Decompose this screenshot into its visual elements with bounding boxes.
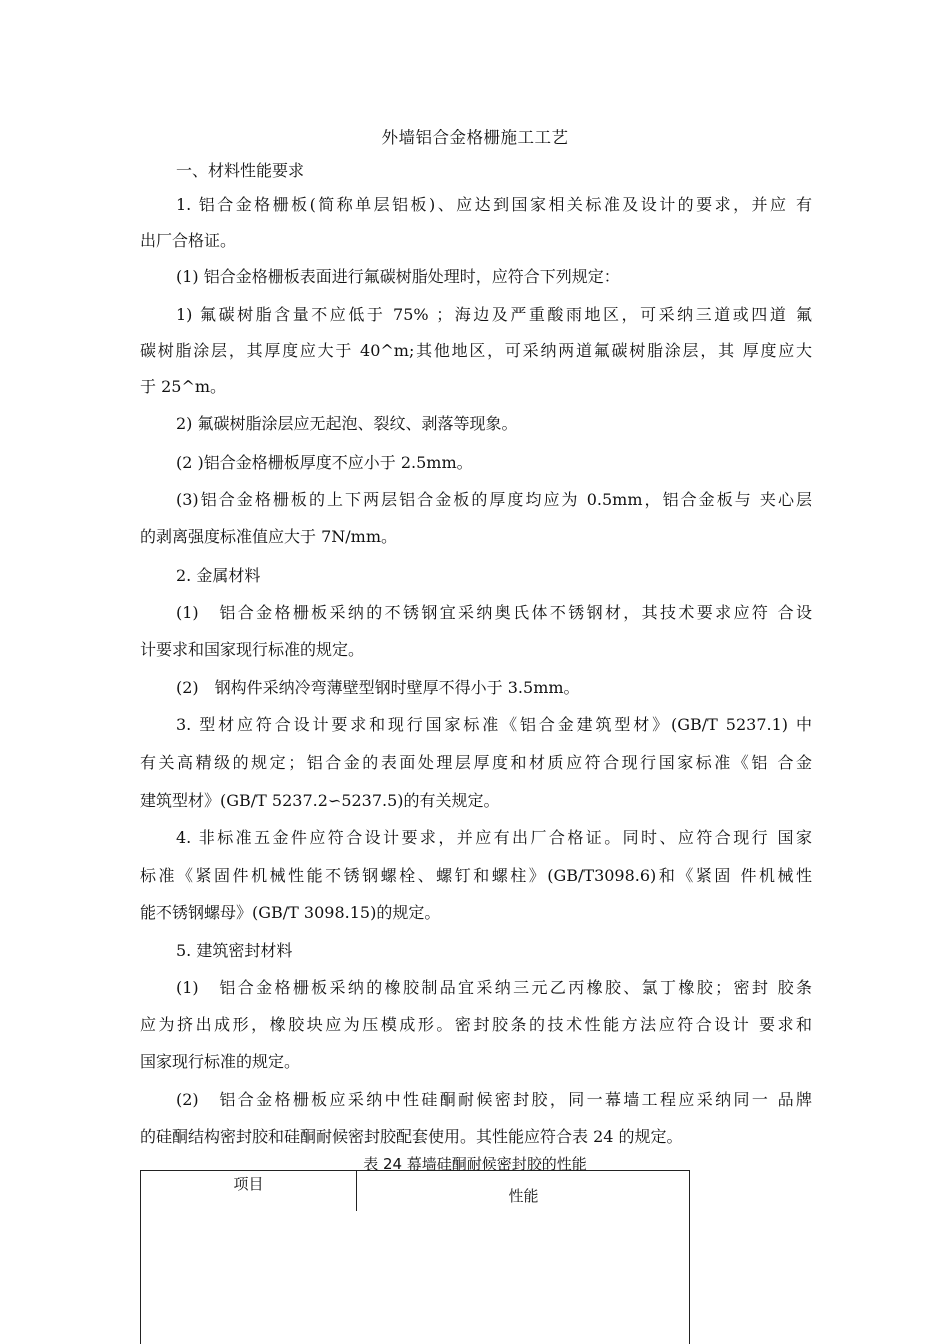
paragraph-line: 1) 氟碳树脂含量不应低于 75% ；海边及严重酸雨地区，可采纳三道或四道 氟 [176, 305, 812, 324]
paragraph-line: (1) 铝合金格栅板表面进行氟碳树脂处理时，应符合下列规定： [176, 267, 620, 286]
section-heading-materials: 一、材料性能要求 [176, 161, 305, 180]
paragraph-line: 能不锈钢螺母》(GB/T 3098.15)的规定。 [140, 903, 441, 922]
paragraph-line: (1) 铝合金格栅板采纳的橡胶制品宜采纳三元乙丙橡胶、氯丁橡胶；密封 胶条 [176, 978, 812, 997]
paragraph-line: 3. 型材应符合设计要求和现行国家标准《铝合金建筑型材》(GB/T 5237.1) 中 [176, 715, 812, 734]
section-heading-sealant: 5. 建筑密封材料 [176, 941, 293, 960]
table-header-item: 项目 [233, 1175, 264, 1193]
paragraph-line: 建筑型材》(GB/T 5237.2∽5237.5)的有关规定。 [140, 791, 500, 810]
paragraph-line: 有关高精级的规定；铝合金的表面处理层厚度和材质应符合现行国家标准《铝 合金 [140, 753, 812, 772]
paragraph-line: 的硅酮结构密封胶和硅酮耐候密封胶配套使用。其性能应符合表 24 的规定。 [140, 1127, 683, 1146]
paragraph-line: 的剥离强度标准值应大于 7N/mm。 [140, 527, 398, 546]
paragraph-line: (2 )铝合金格栅板厚度不应小于 2.5mm。 [176, 453, 473, 472]
section-heading-metal: 2. 金属材料 [176, 566, 261, 585]
paragraph-line: 计要求和国家现行标准的规定。 [140, 640, 365, 659]
paragraph-line: (3)铝合金格栅板的上下两层铝合金板的厚度均应为 0.5mm，铝合金板与 夹心层 [176, 490, 812, 509]
paragraph-line: (1) 铝合金格栅板采纳的不锈钢宜采纳奥氏体不锈钢材，其技术要求应符 合设 [176, 603, 812, 622]
paragraph-line: 出厂合格证。 [140, 231, 237, 250]
paragraph-line: 2) 氟碳树脂涂层应无起泡、裂纹、剥落等现象。 [176, 414, 518, 433]
table-caption: 表 24 幕墙硅酮耐候密封胶的性能 [363, 1155, 587, 1173]
paragraph-line: 4. 非标准五金件应符合设计要求，并应有出厂合格证。同时、应符合现行 国家 [176, 828, 812, 847]
paragraph-line: 标准《紧固件机械性能不锈钢螺栓、螺钉和螺柱》(GB/T3098.6)和《紧固 件机械性 [140, 866, 812, 885]
paragraph-line: 国家现行标准的规定。 [140, 1052, 301, 1071]
paragraph-line: (2) 钢构件采纳冷弯薄壁型钢时壁厚不得小于 3.5mm。 [176, 678, 580, 697]
paragraph-line: 于 25^m。 [140, 377, 227, 396]
paragraph-line: (2) 铝合金格栅板应采纳中性硅酮耐候密封胶，同一幕墙工程应采纳同一 品牌 [176, 1090, 812, 1109]
paragraph-line: 碳树脂涂层，其厚度应大于 40^m;其他地区，可采纳两道氟碳树脂涂层，其 厚度应大 [140, 341, 812, 360]
paragraph-line: 应为挤出成形，橡胶块应为压模成形。密封胶条的技术性能方法应符合设计 要求和 [140, 1015, 812, 1034]
table-header-performance: 性能 [508, 1187, 539, 1205]
sealant-performance-table [140, 1170, 690, 1344]
paragraph-line: 1. 铝合金格栅板(简称单层铝板)、应达到国家相关标准及设计的要求，并应 有 [176, 195, 812, 214]
document-title: 外墙铝合金格栅施工工艺 [381, 128, 569, 147]
